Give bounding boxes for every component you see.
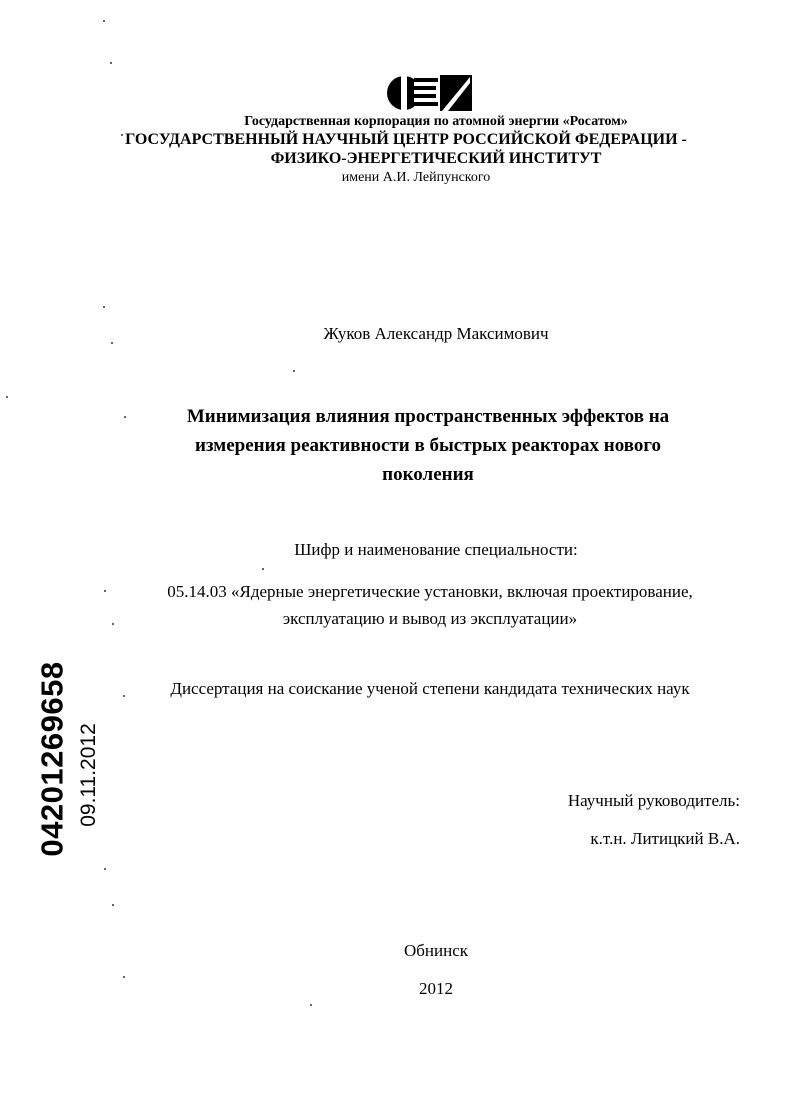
stamp-date-text: 09.11.2012 [77, 723, 101, 827]
supervisor-label: Научный руководитель: [567, 791, 740, 810]
scan-speck [124, 416, 126, 418]
org-line-center: ГОСУДАРСТВЕННЫЙ НАУЧНЫЙ ЦЕНТР РОССИЙСКОЙ ФЕДЕРАЦИИ - [125, 131, 687, 148]
scan-speck [6, 396, 8, 398]
scan-speck [104, 868, 106, 870]
scan-speck [310, 1004, 312, 1006]
org-line-institute: ФИЗИКО-ЭНЕРГЕТИЧЕСКИЙ ИНСТИТУТ [270, 150, 602, 167]
scan-speck [110, 62, 112, 64]
scan-speck [123, 695, 125, 697]
author-name: Жуков Александр Максимович [323, 324, 549, 343]
scan-speck [104, 590, 106, 592]
scan-speck [121, 134, 123, 136]
dissertation-title: Минимизация влияния пространственных эффектов на измерения реактивности в быстрых реакторах нового поколения [186, 406, 670, 485]
supervisor-name: к.т.н. Литицкий В.А. [590, 829, 740, 848]
scan-speck [111, 342, 113, 344]
stamp-number-text: 04201269658 [35, 661, 70, 857]
scan-speck [103, 20, 105, 22]
city: Обнинск [403, 941, 469, 960]
scan-speck [293, 370, 295, 372]
org-line-rosatom: Государственная корпорация по атомной энергии «Росатом» [244, 114, 628, 129]
registration-stamp-date [72, 700, 106, 850]
specialty-label: Шифр и наименование специальности: [294, 540, 578, 559]
scan-speck [103, 306, 105, 308]
scan-speck [112, 623, 114, 625]
degree-statement: Диссертация на соискание ученой степени кандидата технических наук [170, 679, 690, 698]
registration-stamp-number [31, 640, 75, 878]
institute-logo-icon [386, 75, 472, 111]
org-line-named-after: имени А.И. Лейпунского [341, 170, 491, 185]
scan-speck [123, 976, 125, 978]
scan-speck [262, 568, 264, 570]
specialty-value: 05.14.03 «Ядерные энергетические установки, включая проектирование, эксплуатацию и вывод из эксплуатации» [167, 582, 693, 628]
scan-speck [112, 904, 114, 906]
year: 2012 [419, 979, 453, 998]
